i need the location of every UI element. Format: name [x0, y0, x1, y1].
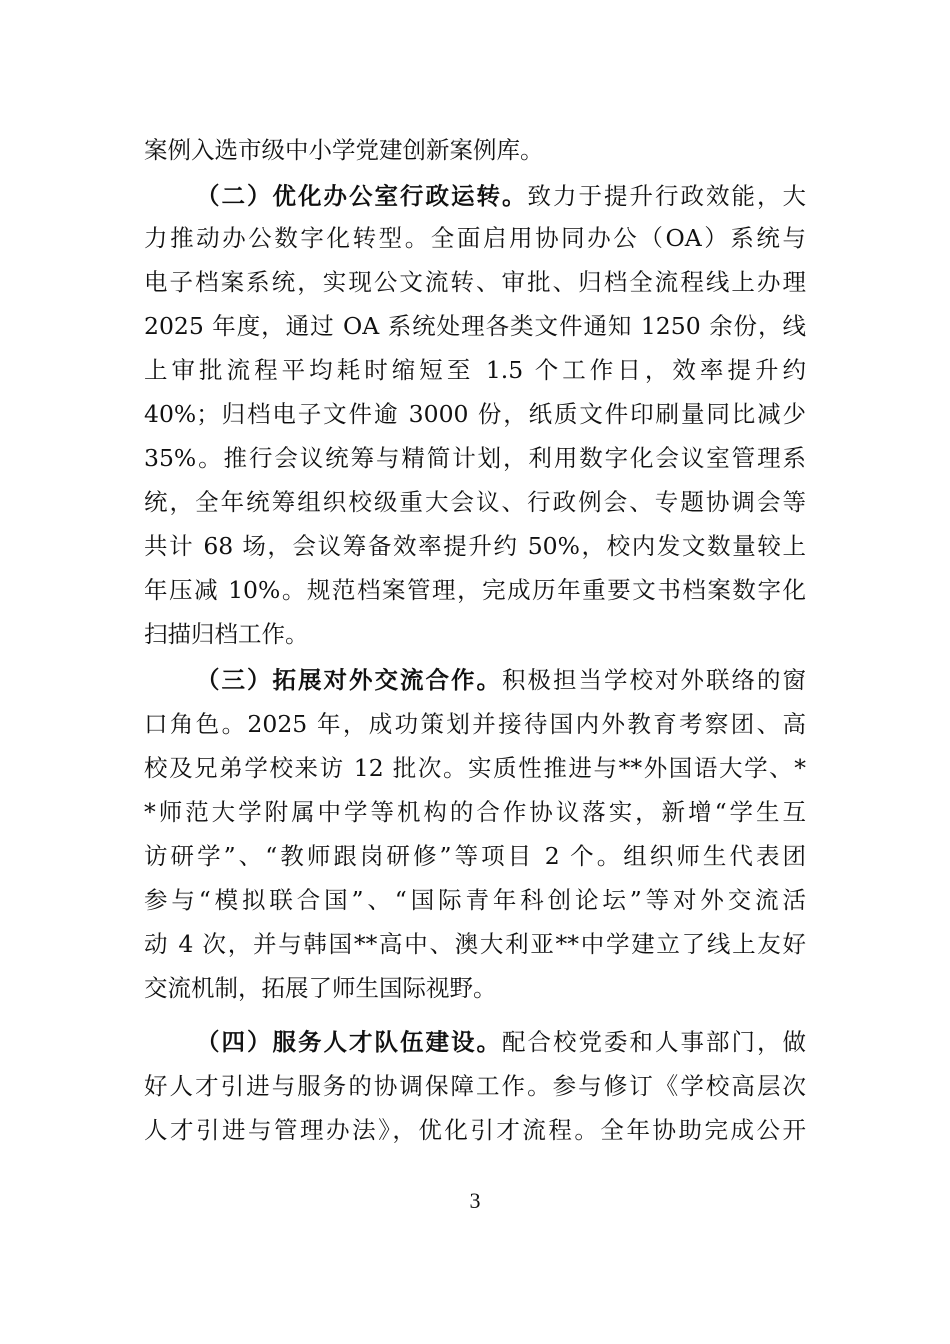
line-text: 人才引进与管理办法》，优化引才流程。全年协助完成公开 — [144, 1116, 806, 1144]
text-line — [144, 394, 806, 434]
line-text: 上审批流程平均耗时缩短至 1.5 个工作日，效率提升约 — [144, 356, 806, 384]
text-line — [144, 262, 806, 302]
line-text: 致力于提升行政效能，大 — [527, 182, 806, 210]
section-heading-line — [196, 660, 806, 700]
page-number: 3 — [469, 1188, 481, 1213]
text-line — [144, 704, 806, 744]
line-text: *师范大学附属中学等机构的合作协议落实，新增“学生互 — [144, 798, 806, 826]
line-text: 40%；归档电子文件逾 3000 份，纸质文件印刷量同比减少 — [144, 400, 806, 428]
line-text: 35%。推行会议统筹与精简计划，利用数字化会议室管理系 — [144, 444, 806, 472]
text-line — [144, 1110, 806, 1150]
text-line — [144, 968, 806, 1008]
line-text: 积极担当学校对外联络的窗 — [502, 666, 806, 694]
text-line — [144, 130, 806, 170]
text-line — [144, 306, 806, 346]
line-text: 扫描归档工作。 — [144, 620, 309, 648]
line-text: 动 4 次，并与韩国**高中、澳大利亚**中学建立了线上友好 — [144, 930, 807, 958]
section-heading: （四）服务人才队伍建设。 — [196, 1028, 502, 1056]
section-heading: （三）拓展对外交流合作。 — [196, 666, 502, 694]
text-line — [144, 482, 806, 522]
line-text: 年压减 10%。规范档案管理，完成历年重要文书档案数字化 — [144, 576, 806, 604]
section-heading-line — [196, 176, 806, 216]
text-line — [144, 924, 806, 964]
line-text: 校及兄弟学校来访 12 批次。实质性推进与**外国语大学、* — [144, 754, 806, 782]
text-line — [144, 526, 806, 566]
text-line — [144, 570, 806, 610]
line-text: 统，全年统筹组织校级重大会议、行政例会、专题协调会等 — [144, 488, 806, 516]
line-text: 访研学”、“教师跟岗研修”等项目 2 个。组织师生代表团 — [144, 842, 806, 870]
text-line — [144, 218, 806, 258]
line-text: 交流机制，拓展了师生国际视野。 — [144, 974, 497, 1002]
line-text: 案例入选市级中小学党建创新案例库。 — [144, 136, 544, 164]
section-heading: （二）优化办公室行政运转。 — [196, 182, 528, 210]
text-line — [144, 880, 806, 920]
section-heading-line — [196, 1022, 806, 1062]
line-text: 电子档案系统，实现公文流转、审批、归档全流程线上办理 — [144, 268, 806, 296]
text-line — [144, 350, 806, 390]
text-line — [144, 748, 806, 788]
text-line — [144, 792, 806, 832]
line-text: 2025 年度，通过 OA 系统处理各类文件通知 1250 余份，线 — [144, 312, 806, 340]
text-line — [144, 614, 806, 654]
line-text: 共计 68 场，会议筹备效率提升约 50%，校内发文数量较上 — [144, 532, 806, 560]
line-text: 参与“模拟联合国”、“国际青年科创论坛”等对外交流活 — [144, 886, 806, 914]
line-text: 口角色。2025 年，成功策划并接待国内外教育考察团、高 — [144, 710, 806, 738]
line-text: 好人才引进与服务的协调保障工作。参与修订《学校高层次 — [144, 1072, 806, 1100]
line-text: 配合校党委和人事部门，做 — [502, 1028, 806, 1056]
text-line — [144, 438, 806, 478]
line-text: 力推动办公数字化转型。全面启用协同办公（OA）系统与 — [144, 224, 806, 252]
text-line — [144, 1066, 806, 1106]
text-line — [144, 836, 806, 876]
